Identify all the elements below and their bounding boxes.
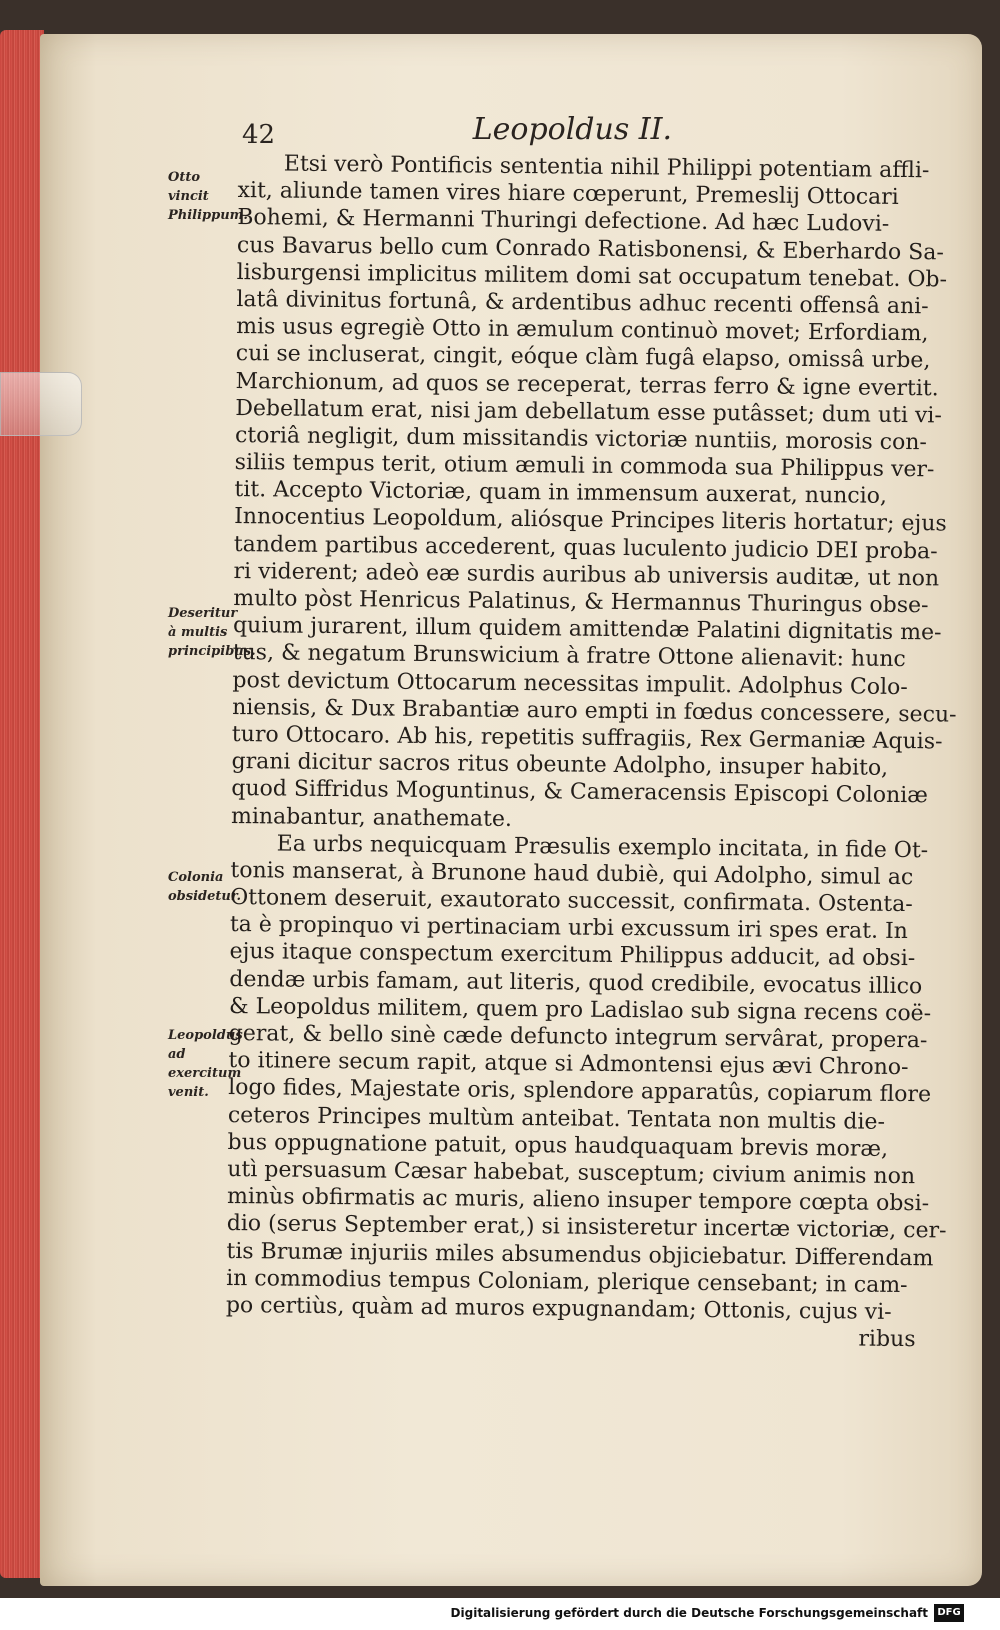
text-line: mis usus egregiè Otto in æmulum continuò movet; Erfordiam, [236, 314, 929, 347]
text-line: dendæ urbis famam, aut literis, quod credibile, evocatus illico [229, 966, 923, 999]
text-line: tonis manserat, à Brunone haud dubiè, qui Adolpho, simul ac [230, 857, 914, 890]
text-line: utì persuasum Cæsar habebat, susceptum; civium animis non [227, 1156, 916, 1190]
text-line: tandem partibus accederent, quas luculento judicio DEI proba- [233, 531, 938, 564]
text-line: Ea urbs nequicquam Præsulis exemplo incitata, in fide Ot- [276, 831, 929, 863]
text-line: cui se incluserat, cingit, eóque clàm fugâ elapso, omissâ urbe, [235, 341, 931, 374]
text-line: siliis tempus terit, otium æmuli in commoda sua Philippus ver- [234, 450, 935, 483]
text-line: Debellatum erat, nisi jam debellatum esse putâsset; dum uti vi- [235, 395, 942, 429]
text-line: grani dicitur sacros ritus obeunte Adolpho, insuper habito, [231, 749, 889, 781]
text-line: Marchionum, ad quos se receperat, terras ferro & igne evertit. [235, 368, 939, 401]
text-line: cus Bavarus bello cum Conrado Ratisbonensi, & Eberhardo Sa- [236, 232, 944, 265]
body-text [225, 150, 957, 1353]
text-line: niensis, & Dux Brabantiæ auro empti in fœdus concessere, secu- [232, 694, 957, 728]
catchword: ribus [858, 1326, 916, 1353]
text-line: to itinere secum rapit, atque si Admontensi ejus ævi Chrono- [228, 1048, 909, 1081]
text-line: xit, aliunde tamen vires hiare cœperunt, Premeslij Ottocari [237, 178, 899, 211]
running-title: Leopoldus II. [472, 112, 672, 147]
text-line: po certiùs, quàm ad muros expugnandam; Ottonis, cujus vi- [225, 1292, 892, 1325]
text-line: logo fides, Majestate oris, splendore apparatûs, copiarum flore [228, 1075, 932, 1108]
text-line: Innocentius Leopoldum, aliósque Principes literis hortatur; ejus [234, 504, 947, 537]
text-line: ejus itaque conspectum exercitum Philippus adducit, ad obsi- [229, 939, 916, 972]
sidenote-colonia: Colonia obsidetur. [168, 870, 242, 904]
text-line: latâ divinitus fortunâ, & ardentibus adhuc recenti offensâ ani- [236, 286, 929, 320]
text-line: bus oppugnatione patuit, opus haudquaquam brevis moræ, [227, 1129, 889, 1162]
text-line: multo pòst Henricus Palatinus, & Hermannus Thuringus obse- [233, 585, 929, 619]
text-line: post devictum Ottocarum necessitas impulit. Adolphus Colo- [232, 667, 908, 700]
dfg-logo: DFG [934, 1604, 964, 1622]
text-line: tus, & negatum Brunswicium à fratre Ottone alienavit: hunc [232, 640, 906, 673]
text-line: tis Brumæ injuriis miles absumendus objiciebatur. Differendam [226, 1238, 934, 1271]
text-line: quium jurarent, illum quidem amittendæ Palatini dignitatis me- [232, 613, 942, 646]
book-fore-edge [0, 30, 44, 1578]
page-header [242, 112, 672, 152]
text-line: turo Ottocaro. Ab his, repetitis suffragiis, Rex Germaniæ Aquis- [231, 721, 943, 755]
text-line: gerat, & bello sinè cæde defuncto integrum servârat, propera- [228, 1020, 928, 1054]
text-line: & Leopoldus militem, quem pro Ladislao sub signa recens coë- [228, 993, 932, 1027]
text-line: quod Siffridus Moguntinus, & Cameracensis Episcopi Coloniæ [231, 776, 929, 809]
text-line: ta è propinquo vi pertinaciam urbi excussum iri spes erat. In [229, 912, 909, 945]
text-line: lisburgensi implicitus militem domi sat occupatum tenebat. Ob- [236, 259, 948, 293]
digitization-footer [0, 1598, 1000, 1630]
text-line: ceteros Principes multùm anteibat. Tentata non multis die- [227, 1102, 886, 1135]
text-line: Ottonem deseruit, exautorato successit, confirmata. Ostenta- [230, 885, 913, 918]
text-line: in commodius tempus Coloniam, plerique censebant; in cam- [226, 1265, 908, 1298]
text-line: tit. Accepto Victoriæ, quam in immensum auxerat, nuncio, [234, 477, 888, 510]
sidenote-leopoldus: Leopoldus ad exercitum venit. [168, 1028, 243, 1100]
text-line: minùs obfirmatis ac muris, alieno insuper tempore cœpta obsi- [226, 1184, 930, 1217]
text-line: ctoriâ negligit, dum missitandis victoriæ nuntiis, morosis con- [234, 422, 928, 456]
sidenote-deseritur: Deseritur à multis principibus. [168, 606, 256, 659]
sidenote-otto: Otto vincit Philippum. [168, 170, 248, 223]
text-line: dio (serus September erat,) si insisteretur incertæ victoriæ, cer- [226, 1211, 947, 1244]
page-number: 42 [242, 120, 276, 150]
footer-credit: Digitalisierung gefördert durch die Deutsche Forschungsgemeinschaft [450, 1606, 928, 1620]
text-line: ri viderent; adeò eæ surdis auribus ab universis auditæ, ut non [233, 558, 940, 592]
text-line: minabantur, anathemate. [230, 803, 513, 832]
text-line: Bohemi, & Hermanni Thuringi defectione. Ad hæc Ludovi- [237, 205, 890, 238]
bookmark-clip [0, 372, 82, 436]
text-line: Etsi verò Pontificis sententia nihil Philippi potentiam affli- [283, 151, 930, 184]
